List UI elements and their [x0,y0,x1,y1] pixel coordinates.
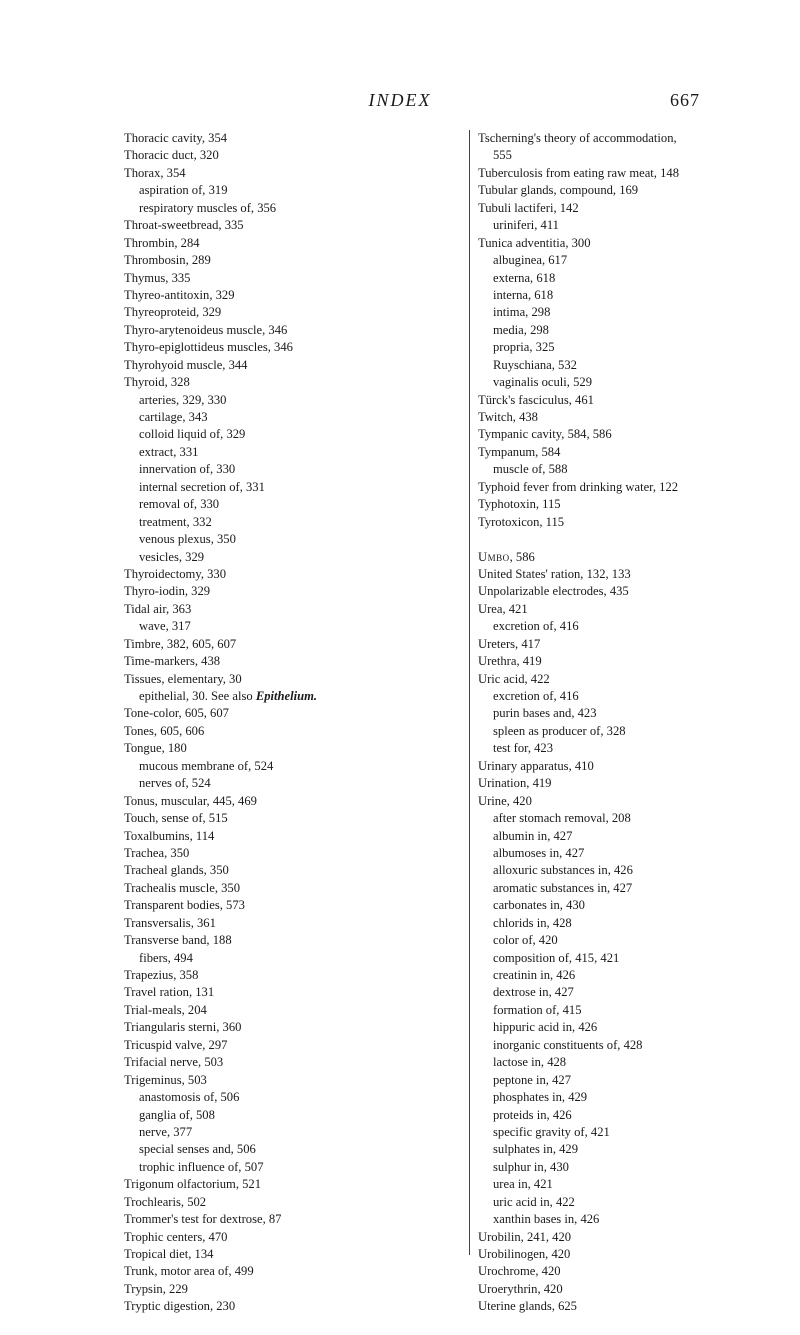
index-subentry: spleen as producer of, 328 [493,723,626,738]
index-entry: Urea, 421 [478,601,528,616]
index-subentry: intima, 298 [493,305,551,320]
index-entry: Tuberculosis from eating raw meat, 148 [478,165,679,180]
index-entry: Tricuspid valve, 297 [124,1037,228,1052]
index-entry: Thoracic cavity, 354 [124,131,228,145]
index-entry: Thyreo-antitoxin, 329 [124,287,235,302]
index-entry: Tones, 605, 606 [124,723,205,738]
index-entry: Trigonum olfactorium, 521 [124,1177,262,1192]
index-entry: Türck's fasciculus, 461 [478,392,594,407]
index-entry: Tscherning's theory of accommodation, [478,131,677,145]
index-subentry: carbonates in, 430 [493,898,585,913]
index-entry: Typhotoxin, 115 [478,497,561,512]
running-title: INDEX [368,90,432,110]
index-subentry: trophic influence of, 507 [139,1159,264,1174]
column-divider [469,130,470,1255]
index-entry: Triangularis sterni, 360 [124,1020,242,1035]
index-subentry: color of, 420 [493,933,558,948]
index-subentry: propria, 325 [493,340,555,355]
index-entry: Unpolarizable electrodes, 435 [478,584,629,599]
index-entry: Urobilinogen, 420 [478,1247,571,1261]
index-entry: Trapezius, 358 [124,968,199,982]
index-entry: Thymus, 335 [124,270,191,285]
index-subentry: interna, 618 [493,287,554,302]
index-subentry: innervation of, 330 [139,462,236,477]
index-subentry: composition of, 415, 421 [493,950,620,965]
index-subentry: test for, 423 [493,741,554,756]
index-entry: Urinary apparatus, 410 [478,758,594,773]
page-header [0,90,800,114]
index-entry: Thyro-arytenoideus muscle, 346 [124,322,288,337]
index-entry: Thyroid, 328 [124,375,190,390]
index-subentry: fibers, 494 [139,950,193,965]
index-subentry: formation of, 415 [493,1002,582,1017]
index-entry: Trochlearis, 502 [124,1194,207,1209]
index-entry: Typhoid fever from drinking water, 122 [478,479,679,494]
index-entry: Timbre, 382, 605, 607 [124,636,237,651]
index-entry: Thrombin, 284 [124,235,200,250]
index-entry: Tropical diet, 134 [124,1247,214,1261]
index-entry: Trifacial nerve, 503 [124,1055,224,1070]
index-entry: Urethra, 419 [478,654,542,669]
index-subentry: wave, 317 [139,619,191,634]
index-subentry: albuginea, 617 [493,253,568,268]
index-entry: Travel ration, 131 [124,985,215,1000]
index-entry: Thyrohyoid muscle, 344 [124,357,248,372]
index-subentry: colloid liquid of, 329 [139,427,246,442]
index-entry: Uroerythrin, 420 [478,1281,563,1296]
index-entry [478,531,800,548]
index-entry: Tidal air, 363 [124,601,192,616]
index-entry: United States' ration, 132, 133 [478,566,631,581]
index-entry: Trophic centers, 470 [124,1229,228,1244]
index-entry: Urine, 420 [478,793,532,808]
index-subentry: respiratory muscles of, 356 [139,200,277,215]
index-entry: Urobilin, 241, 420 [478,1229,572,1244]
index-entry: Umbo, 586 [478,549,535,564]
index-subentry: nerve, 377 [139,1124,193,1139]
index-entry: Thyro-epiglottideus muscles, 346 [124,340,293,355]
index-entry: Transversalis, 361 [124,915,216,930]
index-subentry: ganglia of, 508 [139,1107,215,1122]
index-entry: Tongue, 180 [124,741,187,756]
index-subentry: dextrose in, 427 [493,985,574,1000]
index-entry: Tympanum, 584 [478,444,561,459]
index-entry: Ureters, 417 [478,636,541,651]
index-entry: Tympanic cavity, 584, 586 [478,427,612,442]
index-subentry: vaginalis oculi, 529 [493,375,592,390]
index-subentry: sulphates in, 429 [493,1142,579,1157]
index-entry: Tryptic digestion, 230 [124,1299,236,1314]
index-subentry: venous plexus, 350 [139,532,236,547]
index-entry: Tonus, muscular, 445, 469 [124,793,257,808]
index-subentry: inorganic constituents of, 428 [493,1037,643,1052]
index-entry: Trachealis muscle, 350 [124,880,241,895]
index-entry: Thrombosin, 289 [124,253,211,268]
index-entry: Trial-meals, 204 [124,1002,207,1017]
index-subentry: media, 298 [493,322,549,337]
index-column-right [478,130,800,1316]
index-entry: Tone-color, 605, 607 [124,706,229,721]
index-entry: Tunica adventitia, 300 [478,235,591,250]
index-subentry: Ruyschiana, 532 [493,357,577,372]
index-entry: Thyreoproteid, 329 [124,305,222,320]
index-entry: Twitch, 438 [478,410,538,424]
index-subentry: anastomosis of, 506 [139,1090,240,1105]
index-entry: Tissues, elementary, 30 [124,671,242,686]
index-subentry: uric acid in, 422 [493,1194,575,1209]
index-entry: Trachea, 350 [124,845,190,860]
index-subentry: aromatic substances in, 427 [493,880,633,895]
index-entry: Transverse band, 188 [124,933,232,948]
index-entry: Thorax, 354 [124,165,186,180]
index-entry: Transparent bodies, 573 [124,898,245,913]
index-subentry: epithelial, 30. See also Epithelium. [139,689,318,703]
index-subentry: urea in, 421 [493,1177,553,1192]
index-subentry: arteries, 329, 330 [139,392,227,407]
index-entry: Thyroidectomy, 330 [124,566,227,581]
index-entry: Tracheal glands, 350 [124,863,229,878]
index-entry: Tubuli lactiferi, 142 [478,200,579,215]
index-subentry: externa, 618 [493,270,556,285]
index-subentry: albumin in, 427 [493,828,573,843]
index-entry: Tyrotoxicon, 115 [478,514,565,529]
index-subentry: treatment, 332 [139,514,212,529]
index-entry: Urochrome, 420 [478,1264,561,1279]
index-entry: Trunk, motor area of, 499 [124,1264,254,1279]
index-entry: Time-markers, 438 [124,654,221,669]
index-entry: Trigeminus, 503 [124,1072,207,1087]
index-subentry: after stomach removal, 208 [493,811,631,826]
index-subentry: peptone in, 427 [493,1072,571,1087]
index-subentry: extract, 331 [139,444,199,459]
index-subentry: vesicles, 329 [139,549,205,564]
index-entry: Trommer's test for dextrose, 87 [124,1212,282,1227]
index-subentry: creatinin in, 426 [493,968,576,982]
see-also-reference: Epithelium. [255,689,318,703]
index-subentry: special senses and, 506 [139,1142,256,1157]
index-entry: Uric acid, 422 [478,671,550,686]
index-subentry: xanthin bases in, 426 [493,1212,600,1227]
index-column-left [124,130,469,1316]
index-entry: Thyro-iodin, 329 [124,584,211,599]
index-subentry: aspiration of, 319 [139,183,228,198]
index-entry: Touch, sense of, 515 [124,811,228,826]
index-entry: Thoracic duct, 320 [124,148,219,163]
index-subentry: proteids in, 426 [493,1107,572,1122]
index-subentry: excretion of, 416 [493,689,579,703]
index-subentry: chlorids in, 428 [493,915,572,930]
index-subentry: alloxuric substances in, 426 [493,863,633,878]
index-subentry: phosphates in, 429 [493,1090,588,1105]
index-entry: Tubular glands, compound, 169 [478,183,639,198]
index-subentry: internal secretion of, 331 [139,479,265,494]
index-subentry: albumoses in, 427 [493,845,585,860]
index-entry: Urination, 419 [478,776,552,791]
index-subentry: nerves of, 524 [139,776,211,791]
index-subentry: mucous membrane of, 524 [139,758,274,773]
index-subentry: sulphur in, 430 [493,1159,569,1174]
index-entry: Toxalbumins, 114 [124,828,215,843]
index-entry: 555 [493,148,512,163]
index-subentry: excretion of, 416 [493,619,579,634]
index-entry: Trypsin, 229 [124,1281,188,1296]
index-subentry: specific gravity of, 421 [493,1124,610,1139]
index-subentry: removal of, 330 [139,497,220,512]
index-subentry: uriniferi, 411 [493,218,559,233]
index-entry: Uterine glands, 625 [478,1299,577,1314]
index-entry: Throat-sweetbread, 335 [124,218,244,233]
page-number: 667 [670,90,700,110]
index-subentry: lactose in, 428 [493,1055,567,1070]
index-subentry: hippuric acid in, 426 [493,1020,598,1035]
index-subentry: muscle of, 588 [493,462,568,477]
index-subentry: cartilage, 343 [139,410,208,424]
index-subentry: purin bases and, 423 [493,706,597,721]
